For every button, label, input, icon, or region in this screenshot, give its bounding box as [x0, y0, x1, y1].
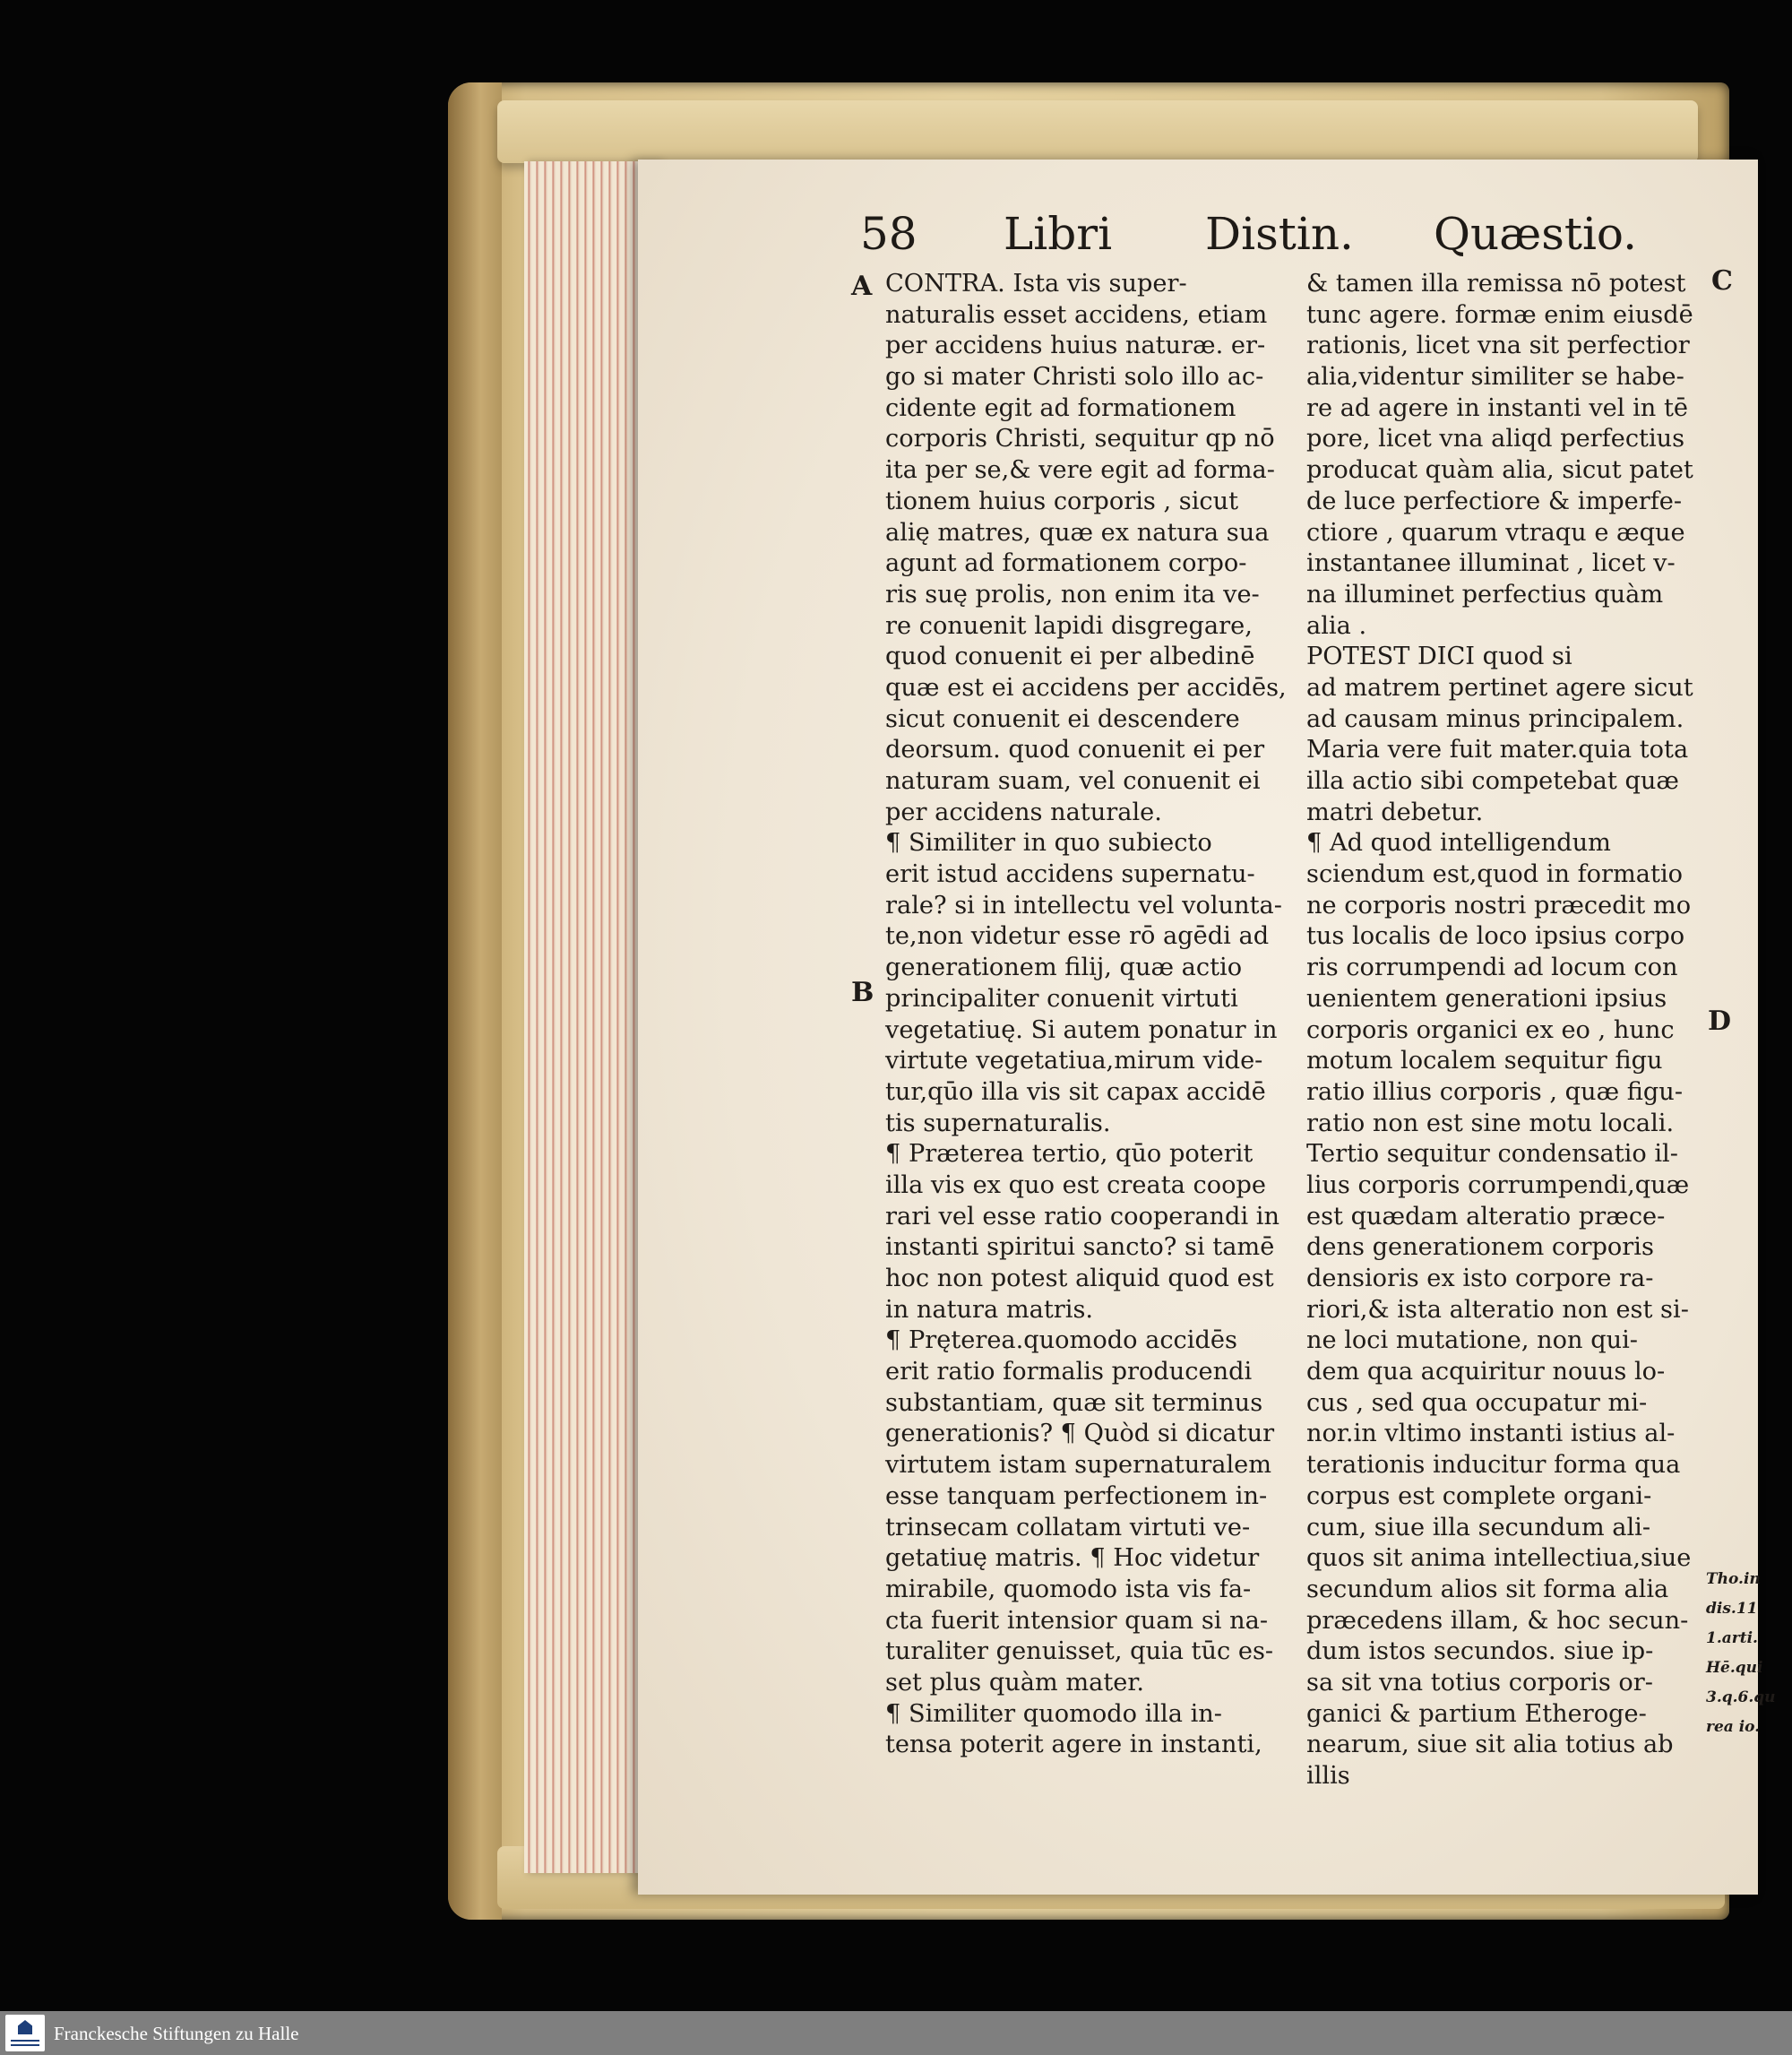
text-line: ne corporis nostri præcedit mo: [1306, 891, 1692, 920]
text-line: Tertio sequitur condensatio il-: [1306, 1140, 1678, 1169]
book-spine: [448, 82, 502, 1920]
text-line: præcedens illam, & hoc secun-: [1306, 1606, 1689, 1635]
text-line: getatiuę matris. ¶ Hoc videtur: [885, 1544, 1260, 1573]
text-line: substantiam, quæ sit terminus: [885, 1388, 1263, 1417]
text-line: vegetatiuę. Si autem ponatur in: [885, 1015, 1278, 1044]
text-line: agunt ad formationem corpo-: [885, 549, 1247, 578]
running-head-quaestio: Quæstio.: [1434, 208, 1638, 260]
text-line: tis supernaturalis.: [885, 1109, 1111, 1137]
text-line: tus localis de loco ipsius corpo: [1306, 922, 1685, 951]
text-line: instantanee illuminat , licet v-: [1306, 549, 1676, 578]
text-line: matri debetur.: [1306, 798, 1484, 826]
text-line: ¶ Ad quod intelligendum: [1306, 829, 1611, 858]
text-line: ¶ Similiter in quo subiecto: [885, 829, 1212, 858]
running-head: [860, 208, 1638, 271]
left-text-column: [885, 269, 1297, 1761]
text-line: alię matres, quæ ex natura sua: [885, 518, 1270, 547]
margin-letter-c: C: [1711, 265, 1733, 297]
text-line: dens generationem corporis: [1306, 1233, 1654, 1262]
text-line: tur,qūo illa vis sit capax accidē: [885, 1077, 1266, 1106]
text-line: te,non videtur esse rō agēdi ad: [885, 922, 1270, 951]
text-line: ¶ Præterea tertio, qūo poterit: [885, 1140, 1254, 1169]
text-line: na illuminet perfectius quàm: [1306, 580, 1664, 609]
text-line: cidente egit ad formationem: [885, 393, 1236, 422]
text-line: dem qua acquiritur nouus lo-: [1306, 1358, 1666, 1386]
margin-letter-b: B: [851, 977, 874, 1008]
text-line: in natura matris.: [885, 1295, 1094, 1324]
institution-name: Franckesche Stiftungen zu Halle: [54, 2023, 299, 2044]
text-line: illa vis ex quo est creata coope: [885, 1170, 1266, 1199]
text-line: CONTRA. Ista vis super-: [885, 270, 1187, 298]
text-line: re conuenit lapidi disgregare,: [885, 611, 1253, 640]
text-line: nor.in vltimo instanti istius al-: [1306, 1420, 1676, 1448]
text-line: deorsum. quod conuenit ei per: [885, 736, 1265, 764]
page-number: 58: [860, 208, 918, 260]
text-line: erit ratio formalis producendi: [885, 1358, 1253, 1386]
text-line: generationem filij, quæ actio: [885, 954, 1243, 982]
text-line: illis: [1306, 1762, 1350, 1790]
text-line: mirabile, quomodo ista vis fa-: [885, 1575, 1252, 1603]
text-line: set plus quàm mater.: [885, 1668, 1145, 1697]
marginal-note-line: 1.arti.: [1706, 1629, 1758, 1647]
text-line: ne loci mutatione, non qui-: [1306, 1326, 1638, 1355]
text-line: cum, siue illa secundum ali-: [1306, 1513, 1651, 1541]
text-line: erit istud accidens supernatu-: [885, 860, 1255, 889]
marginal-note: [1706, 1565, 1776, 1742]
text-line: motum localem sequitur figu: [1306, 1047, 1663, 1075]
text-line: rale? si in intellectu vel volunta-: [885, 891, 1282, 920]
text-line: ita per se,& vere egit ad forma-: [885, 456, 1275, 485]
text-line: quos sit anima intellectiua,siue: [1306, 1544, 1692, 1573]
text-line: ¶ Similiter quomodo illa in-: [885, 1699, 1222, 1728]
margin-letter-d: D: [1708, 1006, 1732, 1037]
text-line: corporis organici ex eo , hunc: [1306, 1015, 1675, 1044]
text-line: esse tanquam perfectionem in-: [885, 1481, 1268, 1510]
text-line: alia .: [1306, 611, 1367, 640]
text-line: lius corporis corrumpendi,quæ: [1306, 1170, 1690, 1199]
text-line: virtute vegetatiua,mirum vide-: [885, 1047, 1263, 1075]
text-line: Maria vere fuit mater.quia tota: [1306, 736, 1689, 764]
text-line: per accidens naturale.: [885, 798, 1162, 826]
text-line: sicut conuenit ei descendere: [885, 704, 1240, 733]
text-line: dum istos secundos. siue ip-: [1306, 1637, 1654, 1666]
text-line: cus , sed qua occupatur mi-: [1306, 1388, 1648, 1417]
margin-letter-a: A: [851, 271, 873, 302]
marginal-note-line: rea io.: [1706, 1718, 1761, 1736]
text-line: sciendum est,quod in formatio: [1306, 860, 1684, 889]
text-line: quod conuenit ei per albedinē: [885, 643, 1255, 671]
text-line: ctiore , quarum vtraqu e æque: [1306, 518, 1685, 547]
marginal-note-line: dis.11: [1706, 1600, 1758, 1618]
text-line: principaliter conuenit virtuti: [885, 984, 1238, 1013]
text-line: corpus est complete organi-: [1306, 1481, 1652, 1510]
text-line: POTEST DICI quod si: [1306, 643, 1572, 671]
text-line: generationis? ¶ Quòd si dicatur: [885, 1420, 1275, 1448]
text-line: trinsecam collatam virtuti ve-: [885, 1513, 1251, 1541]
text-line: pore, licet vna aliqd perfectius: [1306, 425, 1685, 453]
text-line: densioris ex isto corpore ra-: [1306, 1265, 1654, 1292]
text-line: tunc agere. formæ enim eiusdē: [1306, 300, 1693, 329]
text-line: quæ est ei accidens per accidēs,: [885, 673, 1287, 702]
marginal-note-line: Hē.qui: [1706, 1659, 1763, 1677]
text-line: alia,videntur similiter se habe-: [1306, 363, 1684, 392]
text-line: riori,& ista alteratio non est si-: [1306, 1295, 1689, 1324]
text-line: ratio illius corporis , quæ figu-: [1306, 1077, 1684, 1106]
institution-logo-icon: [5, 2015, 45, 2051]
text-line: ganici & partium Etheroge-: [1306, 1699, 1647, 1728]
text-line: ratio non est sine motu locali.: [1306, 1109, 1675, 1137]
text-line: hoc non potest aliquid quod est: [885, 1265, 1274, 1292]
text-line: virtutem istam supernaturalem: [885, 1451, 1272, 1480]
text-line: turaliter genuisset, quia tūc es-: [885, 1637, 1274, 1666]
text-line: rationis, licet vna sit perfectior: [1306, 332, 1690, 360]
text-line: tensa poterit agere in instanti,: [885, 1731, 1262, 1759]
text-line: uenientem generationi ipsius: [1306, 984, 1667, 1013]
marginal-note-line: 3.q.6.qu: [1706, 1688, 1776, 1706]
cover-top-flap: [497, 100, 1698, 163]
text-line: est quædam alteratio præce-: [1306, 1202, 1666, 1230]
running-head-libri: Libri: [1004, 208, 1113, 260]
text-line: ad causam minus principalem.: [1306, 704, 1684, 733]
text-line: ris suę prolis, non enim ita ve-: [885, 580, 1260, 609]
text-line: naturam suam, vel conuenit ei: [885, 767, 1261, 795]
text-line: sa sit vna totius corporis or-: [1306, 1668, 1653, 1697]
text-line: cta fuerit intensior quam si na-: [885, 1606, 1269, 1635]
right-text-column: [1306, 269, 1719, 1792]
text-line: ad matrem pertinet agere sicut: [1306, 673, 1693, 702]
text-line: secundum alios sit forma alia: [1306, 1575, 1669, 1603]
text-line: rari vel esse ratio cooperandi in: [885, 1202, 1280, 1230]
running-head-distin: Distin.: [1205, 208, 1354, 260]
text-line: & tamen illa remissa nō potest: [1306, 270, 1686, 298]
text-line: tionem huius corporis , sicut: [885, 487, 1239, 515]
text-line: re ad agere in instanti vel in tē: [1306, 393, 1688, 422]
text-line: per accidens huius naturæ. er-: [885, 332, 1266, 360]
text-line: de luce perfectiore & imperfe-: [1306, 487, 1683, 515]
text-line: instanti spiritui sancto? si tamē: [885, 1233, 1275, 1262]
text-line: terationis inducitur forma qua: [1306, 1451, 1681, 1480]
text-line: nearum, siue sit alia totius ab: [1306, 1731, 1674, 1759]
text-line: naturalis esset accidens, etiam: [885, 300, 1268, 329]
marginal-note-line: Tho.in: [1706, 1570, 1761, 1588]
text-line: go si mater Christi solo illo ac-: [885, 363, 1264, 392]
text-line: producat quàm alia, sicut patet: [1306, 456, 1693, 485]
text-line: ¶ Pręterea.quomodo accidēs: [885, 1326, 1237, 1355]
footer-bar: [0, 2011, 1792, 2055]
text-line: illa actio sibi competebat quæ: [1306, 767, 1679, 795]
text-line: corporis Christi, sequitur qp nō: [885, 425, 1275, 453]
text-line: ris corrumpendi ad locum con: [1306, 954, 1678, 982]
